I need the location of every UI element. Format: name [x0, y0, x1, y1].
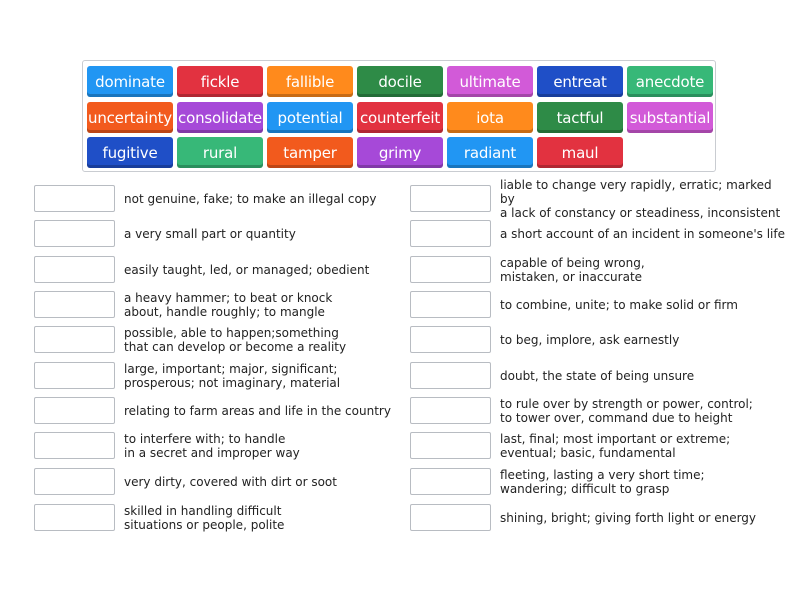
match-row	[410, 178, 790, 220]
match-row	[34, 326, 394, 354]
answer-drop-slot[interactable]	[410, 504, 491, 531]
word-tile[interactable]: uncertainty	[87, 102, 173, 133]
word-tile[interactable]: fugitive	[87, 137, 173, 168]
definition-text: liable to change very rapidly, erratic; marked by a lack of constancy or steadiness, inconsistent	[500, 178, 781, 220]
word-tile[interactable]: consolidate	[177, 102, 263, 133]
match-row	[34, 362, 394, 390]
word-tile[interactable]: docile	[357, 66, 443, 97]
word-tile[interactable]: maul	[537, 137, 623, 168]
answer-drop-slot[interactable]	[34, 220, 115, 247]
definition-text: large, important; major, significant; prosperous; not imaginary, material	[124, 362, 341, 390]
definition-text: capable of being wrong, mistaken, or inaccurate	[500, 256, 645, 284]
word-tile[interactable]: fickle	[177, 66, 263, 97]
definition-text: a very small part or quantity	[124, 227, 296, 241]
match-row	[34, 432, 394, 460]
definition-text: a heavy hammer; to beat or knock about, handle roughly; to mangle	[124, 291, 333, 319]
definition-text: skilled in handling difficult situations or people, polite	[124, 504, 285, 532]
match-row	[410, 256, 790, 284]
word-tile[interactable]: ultimate	[447, 66, 533, 97]
match-row	[34, 397, 394, 425]
definition-text: not genuine, fake; to make an illegal copy	[124, 192, 377, 206]
word-tile[interactable]: anecdote	[627, 66, 713, 97]
answer-drop-slot[interactable]	[34, 256, 115, 283]
answer-drop-slot[interactable]	[34, 291, 115, 318]
answer-drop-slot[interactable]	[34, 326, 115, 353]
match-row	[410, 291, 790, 319]
word-tile[interactable]: rural	[177, 137, 263, 168]
definition-text: to beg, implore, ask earnestly	[500, 333, 680, 347]
answer-drop-slot[interactable]	[410, 185, 491, 212]
match-row	[34, 291, 394, 319]
answer-drop-slot[interactable]	[410, 220, 491, 247]
definition-text: easily taught, led, or managed; obedient	[124, 263, 370, 277]
answer-drop-slot[interactable]	[34, 362, 115, 389]
match-row	[410, 432, 790, 460]
answer-drop-slot[interactable]	[34, 185, 115, 212]
match-row	[410, 362, 790, 390]
match-row	[34, 504, 394, 532]
word-tile[interactable]: substantial	[627, 102, 713, 133]
answer-drop-slot[interactable]	[34, 432, 115, 459]
match-row	[34, 468, 394, 496]
match-row	[410, 397, 790, 425]
definition-text: to interfere with; to handle in a secret and improper way	[124, 432, 300, 460]
match-row	[34, 220, 394, 248]
answer-drop-slot[interactable]	[410, 432, 491, 459]
answer-drop-slot[interactable]	[34, 468, 115, 495]
match-row	[410, 326, 790, 354]
word-tile[interactable]: iota	[447, 102, 533, 133]
match-row	[410, 504, 790, 532]
definition-text: very dirty, covered with dirt or soot	[124, 475, 337, 489]
match-row	[410, 468, 790, 496]
word-tile[interactable]: entreat	[537, 66, 623, 97]
definition-text: last, final; most important or extreme; eventual; basic, fundamental	[500, 432, 731, 460]
definition-text: relating to farm areas and life in the country	[124, 404, 391, 418]
answer-drop-slot[interactable]	[410, 468, 491, 495]
word-tile[interactable]: radiant	[447, 137, 533, 168]
answer-drop-slot[interactable]	[410, 397, 491, 424]
match-row	[410, 220, 790, 248]
word-tile[interactable]: grimy	[357, 137, 443, 168]
word-tile[interactable]: potential	[267, 102, 353, 133]
definition-text: to combine, unite; to make solid or firm	[500, 298, 738, 312]
match-row	[34, 256, 394, 284]
answer-drop-slot[interactable]	[410, 291, 491, 318]
word-tile[interactable]: tactful	[537, 102, 623, 133]
word-bank	[82, 60, 716, 172]
definition-text: possible, able to happen;something that can develop or become a reality	[124, 326, 347, 354]
definition-text: to rule over by strength or power, control; to tower over, command due to height	[500, 397, 753, 425]
match-row	[34, 185, 394, 213]
definition-text: doubt, the state of being unsure	[500, 369, 695, 383]
answer-drop-slot[interactable]	[410, 326, 491, 353]
definition-text: shining, bright; giving forth light or energy	[500, 511, 757, 525]
word-tile[interactable]: counterfeit	[357, 102, 443, 133]
definition-text: fleeting, lasting a very short time; wandering; difficult to grasp	[500, 468, 705, 496]
word-tile[interactable]: fallible	[267, 66, 353, 97]
answer-drop-slot[interactable]	[34, 504, 115, 531]
word-tile[interactable]: dominate	[87, 66, 173, 97]
answer-drop-slot[interactable]	[410, 256, 491, 283]
answer-drop-slot[interactable]	[34, 397, 115, 424]
word-tile[interactable]: tamper	[267, 137, 353, 168]
answer-drop-slot[interactable]	[410, 362, 491, 389]
definition-text: a short account of an incident in someone's life	[500, 227, 785, 241]
